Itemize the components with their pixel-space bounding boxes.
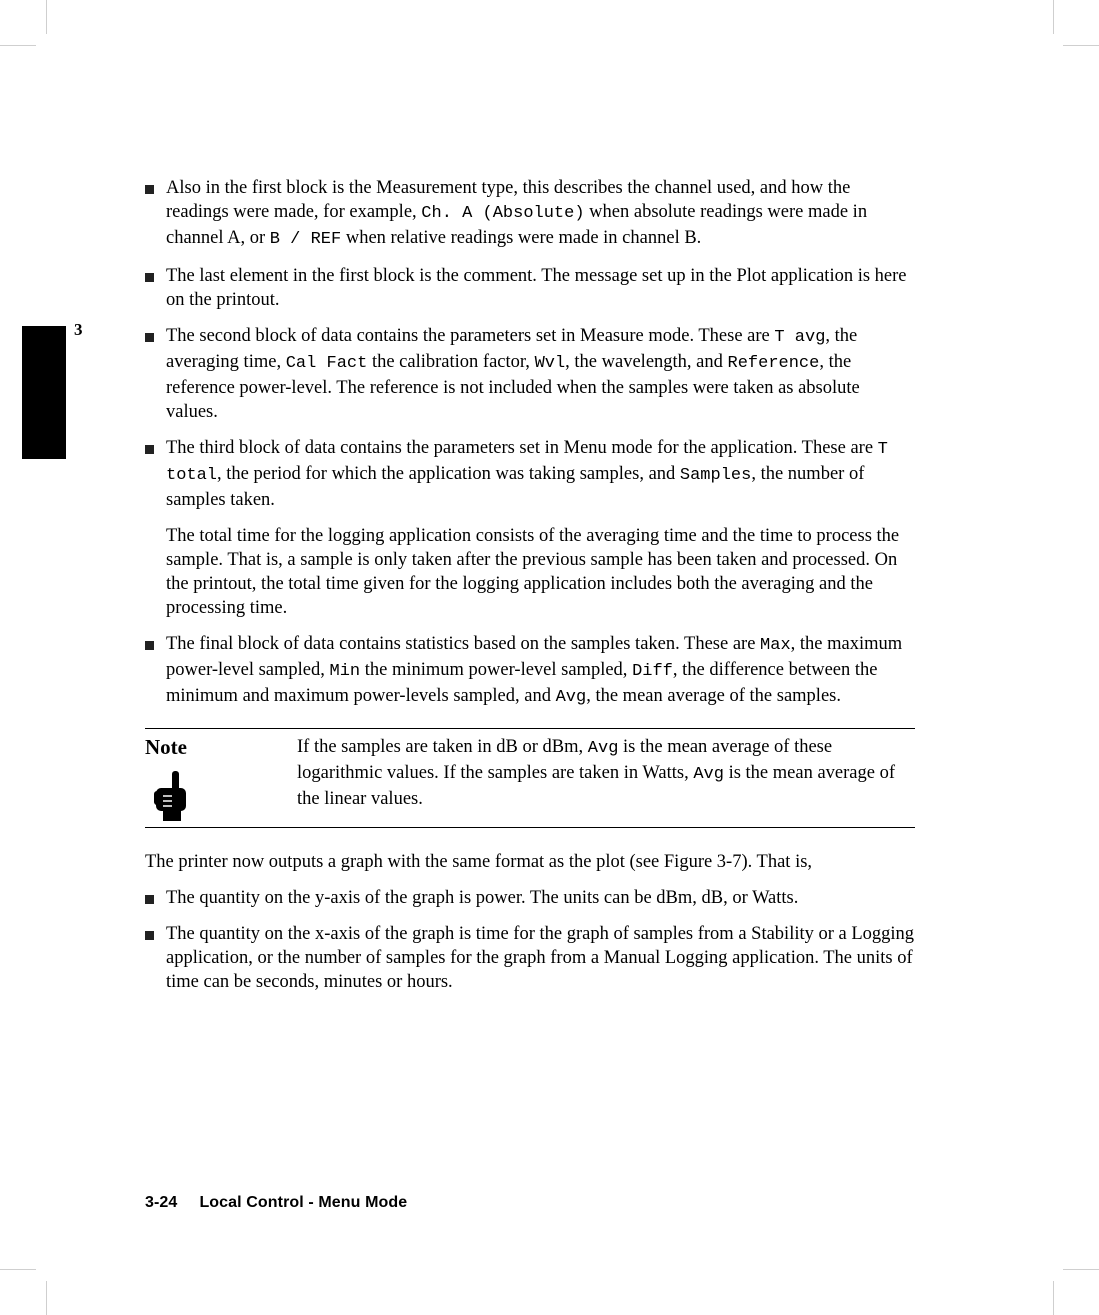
text-run: , the maximum power-level sampled, [166,634,903,680]
bullet-item [145,264,915,312]
text-run: , the averaging time, [166,326,858,372]
bullet-square-icon [145,641,154,650]
bullet-item [145,632,915,710]
bullet-item [145,176,915,252]
bullet-list-mid [145,632,915,710]
note-label: Note [145,735,187,759]
text-run: The final block of data contains statistics based on the samples taken. These are [166,634,761,654]
bullet-square-icon [145,185,154,194]
text-run: when absolute readings were made in channel A, or [166,202,868,248]
chapter-number: 3 [74,320,83,339]
code-term: Ch. A (Absolute) [421,204,585,223]
code-term: Diff [632,662,673,681]
code-term: B / REF [269,230,342,249]
graph-intro-paragraph: The printer now outputs a graph with the same format as the plot (see Figure 3-7). That is, [145,852,813,872]
code-term: Wvl [534,354,566,373]
text-run: , the reference power-level. The reference is not included when the samples were taken as absolute values. [166,352,860,422]
text-run: Also in the first block is the Measurement type, this describes the channel used, and how the readings were made, for example, [166,178,851,222]
note-text [297,735,915,811]
note-box [145,728,915,828]
bullet-item [145,436,915,512]
text-run: when relative readings were made in channel B. [341,228,702,248]
text-run: is the mean average of the linear values. [297,763,895,809]
page-footer [145,1194,407,1212]
chapter-tab [22,326,66,459]
crop-mark [1063,45,1099,46]
bullet-list-bottom [145,886,915,994]
text-run: , the period for which the application was taking samples, and [217,464,680,484]
text-run: the calibration factor, [367,352,535,372]
text-run: The second block of data contains the parameters set in Measure mode. These are [166,326,775,346]
code-term: Cal Fact [285,354,368,373]
text-run: , the difference between the minimum and maximum power-levels sampled, and [166,660,878,706]
code-term: Samples [679,466,752,485]
text-run: The last element in the first block is the comment. The message set up in the Plot application is here on the printout. [166,266,907,310]
bullet-square-icon [145,931,154,940]
page-number: 3-24 [145,1194,178,1211]
bullet-item [145,886,915,910]
text-run: , the number of samples taken. [166,464,865,510]
crop-mark [46,1281,47,1315]
crop-mark [46,0,47,34]
bullet-square-icon [145,445,154,454]
pointing-hand-icon [153,770,189,829]
footer-section-title: Local Control - Menu Mode [199,1194,408,1211]
text-run: The quantity on the x-axis of the graph is time for the graph of samples from a Stability or a Logging application, or the number of samples for the graph from a Manual Logging application. The units of time can be seconds, minutes or hours. [166,924,915,992]
text-run: , the wavelength, and [565,352,728,372]
code-term: Min [329,662,361,681]
code-term: Reference [727,354,820,373]
text-run: , the mean average of the samples. [586,686,841,706]
bullet-square-icon [145,273,154,282]
page-content [145,176,915,1006]
code-term: T avg [774,328,826,347]
bullet-square-icon [145,333,154,342]
code-term: Max [760,636,791,655]
text-run: The quantity on the y-axis of the graph is power. The units can be dBm, dB, or Watts. [166,888,799,908]
bullet-list-top [145,176,915,512]
text-run: The third block of data contains the parameters set in Menu mode for the application. These are [166,438,878,458]
crop-mark [1063,1269,1099,1270]
bullet-item [145,922,915,994]
text-run: If the samples are taken in dB or dBm, [297,737,588,757]
logging-time-paragraph: The total time for the logging application consists of the averaging time and the time to process the sample. That is, a sample is only taken after the previous sample has been taken and processed. On the printout, the total time given for the logging application includes both the averaging and the processing time. [166,526,900,618]
crop-mark [1053,1281,1054,1315]
code-term: Avg [587,739,619,758]
crop-mark [0,1269,36,1270]
crop-mark [1053,0,1054,34]
bullet-square-icon [145,895,154,904]
code-term: T total [166,440,888,485]
text-run: the minimum power-level sampled, [360,660,633,680]
code-term: Avg [555,688,587,707]
code-term: Avg [693,765,724,784]
crop-mark [0,45,36,46]
text-run: is the mean average of these logarithmic values. If the samples are taken in Watts, [297,737,833,783]
bullet-item [145,324,915,424]
